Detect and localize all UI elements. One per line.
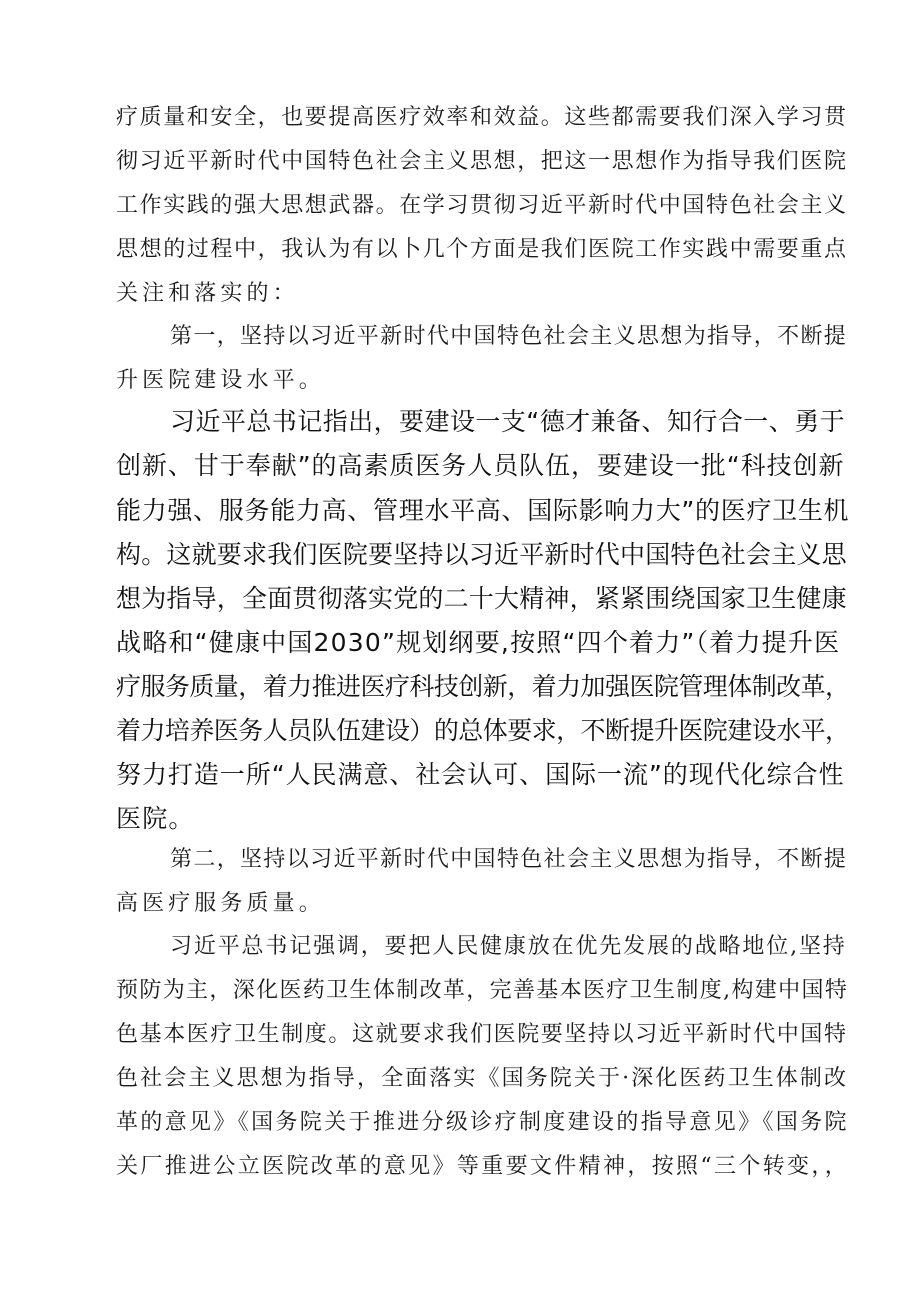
text-line: 关注和落实的： — [116, 281, 299, 306]
text-line: 努力打造一所“人民满意、社会认可、国际一流”的现代化综合性 — [116, 760, 845, 789]
text-line: 疗服务质量，着力推进医疗科技创新，着力加强医院管理体制改革， — [116, 672, 850, 701]
text-line: 疗质量和安全，也要提高医疗效率和效益。这些都需要我们深入学习贯 — [116, 105, 848, 130]
text-line: 医院。 — [116, 804, 195, 833]
section-heading-line: 第二，坚持以习近平新时代中国特色社会主义思想为指导，不断提 — [170, 847, 848, 872]
text-line: 构。这就要求我们医院要坚持以习近平新时代中国特色社会主义思 — [116, 540, 847, 569]
text-line: 习近平总书记强调，要把人民健康放在优先发展的战略地位,坚持 — [170, 934, 847, 959]
section-heading-line: 高医疗服务质量。 — [116, 891, 325, 916]
text-line: 创新、甘于奉献”的高素质医务人员队伍，要建设一批“科技创新 — [116, 451, 845, 480]
text-line: 着力培养医务人员队伍建设）的总体要求，不断提升医院建设水平， — [116, 716, 850, 745]
text-line: 革的意见》《国务院关于推进分级诊疗制度建设的指导意见》《国务院 — [116, 1110, 849, 1135]
text-line: 色社会主义思想为指导，全面落实《国务院关于·深化医药卫生体制改 — [116, 1066, 849, 1091]
text-line: 习近平总书记指出，要建设一支“德才兼备、知行合一、勇于 — [170, 407, 846, 436]
text-line: 彻习近平新时代中国特色社会主义思想，把这一思想作为指导我们医院 — [116, 149, 848, 174]
text-line: 思想的过程中，我认为有以卜几个方面是我们医院工作实践中需要重点 — [116, 237, 848, 262]
text-line: 想为指导，全面贯彻落实党的二十大精神，紧紧围绕国家卫生健康 — [116, 584, 847, 613]
section-heading-line: 第一，坚持以习近平新时代中国特色社会主义思想为指导，不断提 — [170, 324, 848, 349]
text-line: 战略和“健康中国2030”规划纲要,按照“四个着力”（着力提升医 — [116, 628, 841, 657]
text-line: 预防为主，深化医药卫生体制改革，完善基本医疗卫生制度,构建中国特 — [116, 978, 849, 1003]
section-heading-line: 升医院建设水平。 — [116, 368, 325, 393]
text-line: 能力强、服务能力高、管理水平高、国际影响力大”的医疗卫生机 — [116, 496, 850, 525]
text-line: 关厂推进公立医院改革的意见》等重要文件精神，按照“三个转变，， — [116, 1154, 850, 1179]
text-line: 工作实践的强大思想武器。在学习贯彻习近平新时代中国特色社会主义 — [116, 193, 848, 218]
text-line: 色基本医疗卫生制度。这就要求我们医院要坚持以习近平新时代中国特 — [116, 1022, 848, 1047]
